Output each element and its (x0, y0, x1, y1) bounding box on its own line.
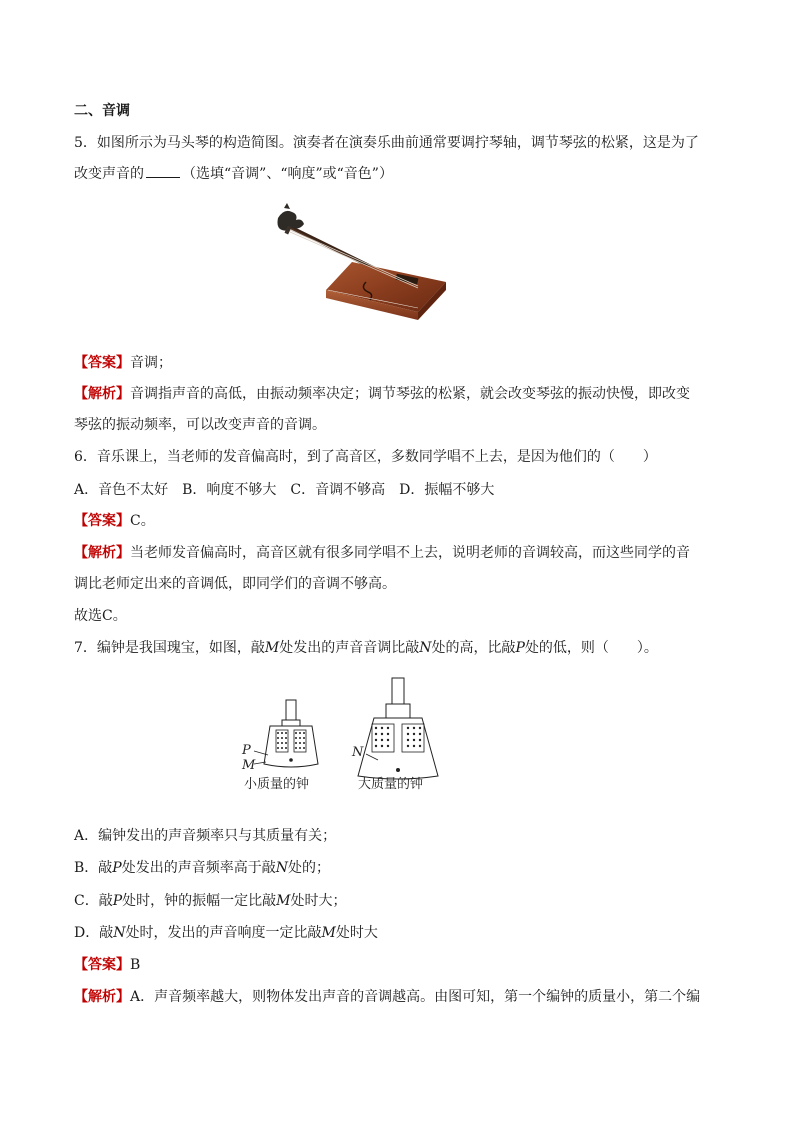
small-bell-caption: 小质量的钟 (244, 777, 310, 792)
q7-option-c-part3: 处时大； (290, 893, 347, 909)
q5-answer (74, 353, 724, 373)
q6-options: A．音色不太好 B．响度不够大 C．音调不够高 D．振幅不够大 (74, 482, 495, 498)
label-N: N (352, 745, 364, 760)
q5-analysis-line2: 琴弦的振动频率，可以改变声音的音调。 (74, 417, 326, 433)
q6-answer-text: C。 (130, 513, 155, 529)
q5-answer-blank (146, 163, 180, 178)
q7-answer (74, 955, 724, 975)
q5-answer-text: 音调； (130, 355, 172, 371)
q5-stem-line2 (74, 163, 724, 184)
q7-answer-tag: 【答案】 (74, 957, 130, 973)
matouqin-image (268, 200, 464, 320)
q7-option-b-part2: 处发出的声音频率高于敲 (121, 860, 276, 876)
q7-option-b-part3: 处的； (287, 860, 330, 876)
small-bell (241, 700, 318, 792)
q5-stem-after-blank: （选填“音调”、“响度”或“音色”） (182, 166, 393, 182)
q7-stem-M: M (264, 640, 280, 656)
q5-analysis-line1 (74, 384, 724, 404)
q7-option-d (74, 923, 724, 943)
q5-stem-before-blank: 改变声音的 (74, 166, 144, 182)
section-title: 二、音调 (74, 103, 130, 119)
q7-stem-part-a: 7．编钟是我国瑰宝，如图，敲 (74, 640, 265, 656)
q6-answer-tag: 【答案】 (74, 513, 130, 529)
q7-option-d-part1: D．敲 (74, 925, 114, 941)
q6-analysis-text1: 当老师发音偏高时，高音区就有很多同学唱不上去，说明老师的音调较高，而这些同学的音 (130, 545, 690, 561)
q7-option-b (74, 858, 724, 878)
q5-analysis-text1: 音调指声音的高低，由振动频率决定；调节琴弦的松紧，就会改变琴弦的振动快慢，即改变 (130, 386, 690, 402)
q5-analysis-tag: 【解析】 (74, 386, 130, 402)
q6-stem: 6．音乐课上，当老师的发音偏高时，到了高音区，多数同学唱不上去，是因为他们的（ ） (74, 449, 657, 465)
q7-stem-N: N (419, 640, 432, 656)
q5-stem-line1: 5．如图所示为马头琴的构造简图。演奏者在演奏乐曲前通常要调拧琴轴，调节琴弦的松紧，这是为了 (74, 135, 699, 151)
q7-option-b-part1: B．敲 (74, 860, 113, 876)
q7-option-b-P: P (112, 860, 122, 876)
q7-stem-P: P (515, 640, 525, 656)
q7-option-d-N: N (113, 925, 126, 941)
q7-analysis-text1: A．声音频率越大，则物体发出声音的音调越高。由图可知，第一个编钟的质量小，第二个编 (130, 989, 701, 1005)
large-bell (351, 678, 438, 792)
bells-diagram (238, 674, 450, 798)
q6-analysis-tag: 【解析】 (74, 545, 130, 561)
q6-analysis-line2: 调比老师定出来的音调低，即同学们的音调不够高。 (74, 576, 396, 592)
q7-option-c-part2: 处时，钟的振幅一定比敲 (122, 893, 277, 909)
q7-option-c-part1: C．敲 (74, 893, 113, 909)
q7-option-d-part2: 处时，发出的声音响度一定比敲 (125, 925, 322, 941)
q7-analysis-tag: 【解析】 (74, 989, 130, 1005)
q7-option-b-N: N (275, 860, 288, 876)
q7-option-c-P: P (112, 893, 123, 909)
label-P: P (242, 743, 251, 758)
q7-stem (74, 638, 724, 658)
q6-answer (74, 511, 724, 531)
q7-option-c (74, 891, 724, 911)
q7-stem-part-c: 处的高，比敲 (431, 640, 516, 656)
large-bell-caption: 大质量的钟 (358, 777, 424, 792)
q7-analysis-line1 (74, 987, 724, 1007)
q7-option-a: A．编钟发出的声音频率只与其质量有关； (74, 828, 337, 844)
q7-stem-part-d: 处的低，则（ ）。 (524, 640, 658, 656)
q6-conclusion: 故选C。 (74, 608, 127, 624)
q7-answer-text: B (130, 957, 141, 973)
q5-answer-tag: 【答案】 (74, 355, 130, 371)
q7-option-d-M: M (321, 925, 336, 941)
q7-option-c-M: M (276, 893, 291, 909)
q7-option-d-part3: 处时大 (335, 925, 378, 941)
label-M: M (242, 758, 256, 773)
q7-stem-part-b: 处发出的声音音调比敲 (279, 640, 420, 656)
q6-analysis-line1 (74, 543, 724, 563)
